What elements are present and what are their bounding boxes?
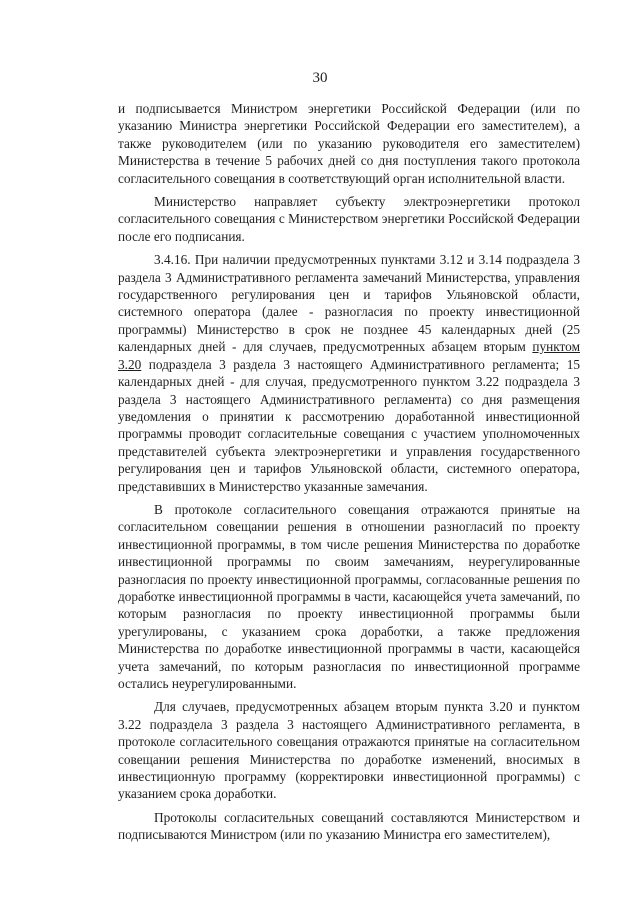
- paragraph-protocol-contents: В протоколе согласительного совещания отражаются принятые на согласительном совещании решения в отношении разногласий по проекту инвестиционной программы, в том числе решения Министерства по доработке инвестиционной программы по своим замечаниям, неурегулированные разногласия по проекту инвестиционной программы, согласованные решения по доработке инвестиционной программы в части, касающейся учета замечаний, по которым разногласия по проекту инвестиционной программы были урегулированы, с указанием срока доработки, а также предложения Министерства по доработке инвестиционной программы в части, касающейся учета замечаний, по которым разногласия по инвестиционной программе остались неурегулированными.: [118, 501, 580, 691]
- point-3-20-link[interactable]: пунктом 3.20: [118, 339, 580, 372]
- page-number: 30: [312, 70, 328, 86]
- paragraph-protocol-signing: Протоколы согласительных совещаний составляются Министерством и подписываются Министром (или по указанию Министра его заместителем),: [118, 809, 580, 843]
- paragraph-3-4-16-text-end: подраздела 3 раздела 3 настоящего Административного регламента; 15 календарных дней - для случая, предусмотренного пунктом 3.22 подраздела 3 раздела 3 настоящего Административного регламента) со дня размещения уведомления о принятии к рассмотрению доработанной инвестиционной программы проводит согласительные совещания с участием уполномоченных представителей субъекта электроэнергетики и управления государственного регулирования цен и тарифов Ульяновской области, системного оператора, представивших в Министерство указанные замечания.: [118, 356, 580, 494]
- paragraph-3-4-16-text-start: 3.4.16. При наличии предусмотренных пунктами 3.12 и 3.14 подраздела 3 раздела 3 Административного регламента замечаний Министерства, управления государственного регулирования цен и тарифов Ульяновской области, системного оператора (далее - разногласия по проекту инвестиционной программы) Министерство в срок не позднее 45 календарных дней (25 календарных дней - для случаев, предусмотренных абзацем вторым: [118, 252, 580, 355]
- paragraph-3-4-16: [118, 251, 580, 495]
- paragraph-protocol-sending: Министерство направляет субъекту электроэнергетики протокол согласительного совещания с Министерством энергетики Российской Федерации после его подписания.: [118, 194, 580, 244]
- paragraph-special-cases: Для случаев, предусмотренных абзацем вторым пункта 3.20 и пунктом 3.22 подраздела 3 раздела 3 настоящего Административного регламента, в протоколе согласительного совещания отражаются принятые на согласительном совещании решения Министерства по доработке изменений, вносимых в инвестиционную программу (корректировки инвестиционной программы) с указанием срока доработки.: [118, 699, 580, 802]
- document-body: [118, 100, 580, 846]
- paragraph-continuation: и подписывается Министром энергетики Российской Федерации (или по указанию Министра энергетики Российской Федерации его заместителем), а также руководителем (или по указанию руководителя его заместителем) Министерства в течение 5 рабочих дней со дня поступления такого протокола согласительного совещания в соответствующий орган исполнительной власти.: [118, 101, 580, 186]
